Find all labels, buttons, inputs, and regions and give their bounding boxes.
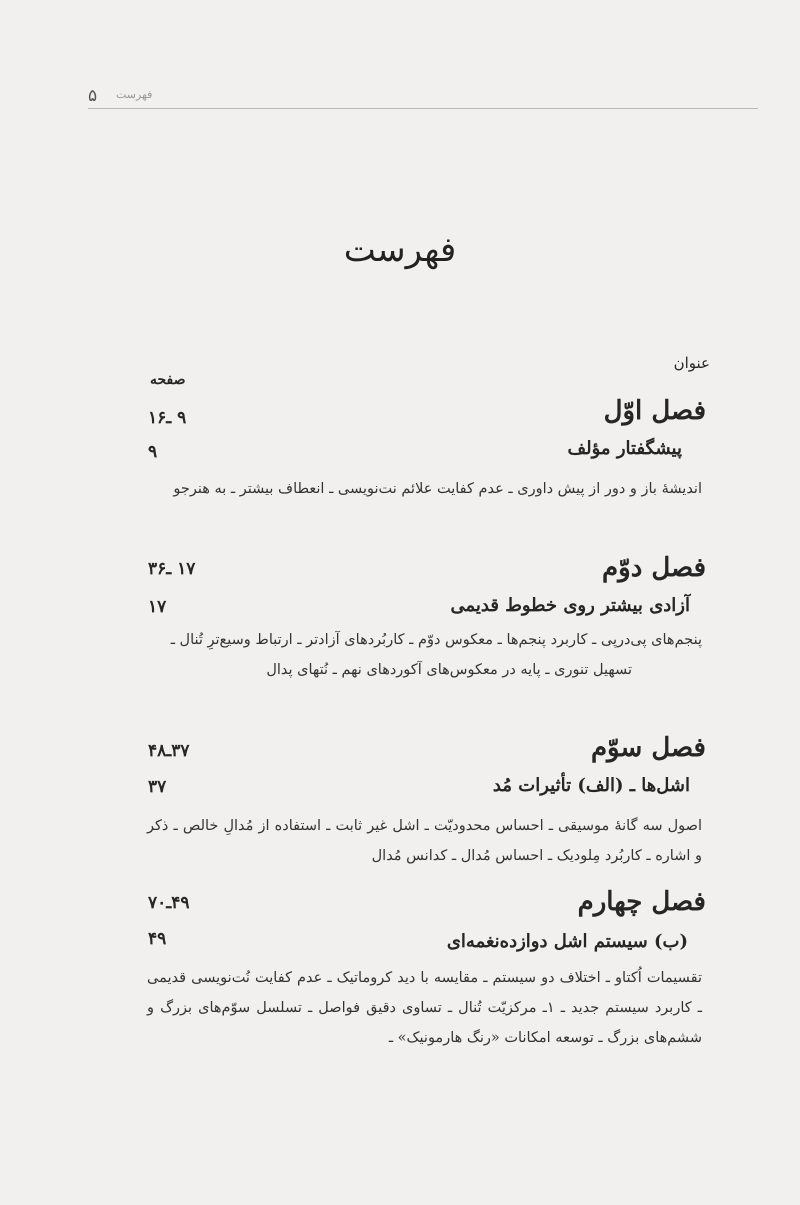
chapter-title: فصل دوّم (602, 553, 706, 583)
summary-line: پنجم‌های پی‌درپی ـ کاربرد پنجم‌ها ـ معکوس دوّم ـ کاربُردهای آزادتر ـ ارتباط وسیع‌ترِ تُنال ـ (170, 632, 702, 648)
section-page: ۱۷ (148, 597, 167, 617)
chapter-title: فصل اوّل (603, 396, 706, 426)
chapter-page-range: ۳۷ـ۴۸ (148, 741, 190, 761)
summary-line: تسهیل تنوری ـ پایه در معکوس‌های آکوردهای نهم ـ نُتهای پدال (266, 662, 632, 678)
section-page: ۳۷ (148, 777, 167, 797)
summary-line: اندیشهٔ باز و دور از پیش داوری ـ عدم کفایت علائم نت‌نویسی ـ انعطاف بیشتر ـ به هنرجو (173, 481, 702, 497)
summary-line: اصول سه گانهٔ موسیقی ـ احساس محدودیّت ـ اشل غیر ثابت ـ استفاده از مُدالِ خالص ـ ذکر و اشاره ـ کاربُرد مِلودیک ـ احساس مُدال ـ کدانس مُدال (147, 818, 702, 864)
column-header-title: عنوان (673, 354, 710, 372)
section-summary (147, 811, 702, 871)
chapter-page-range: ۹ ـ۱۶ (148, 408, 187, 428)
section-page: ۹ (148, 442, 158, 462)
chapter-page-range: ۱۷ ـ۳۶ (148, 559, 196, 579)
summary-line: تقسیمات اُکتاو ـ اختلاف دو سیستم ـ مقایسه با دید کروماتیک ـ عدم کفایت نُت‌نویسی قدیمی ـ کاربرد سیستم جدید ـ ۱ـ مرکزیّت تُنال ـ تساوی دقیق فواصل ـ تسلسل سوّم‌های بزرگ و ششم‌های بزرگ ـ توسعه امکانات «رنگ هارمونیک» ـ (147, 970, 702, 1046)
section-summary (147, 625, 702, 685)
running-head (88, 88, 758, 109)
page-title: فهرست (343, 230, 457, 270)
section-summary (147, 474, 702, 504)
section-title: (ب) سیستم اشل دوازده‌نغمه‌ای (446, 931, 688, 952)
chapter-title: فصل چهارم (577, 887, 706, 917)
section-page: ۴۹ (148, 929, 167, 949)
section-summary (147, 963, 702, 1053)
running-head-title: فهرست (116, 88, 153, 101)
chapter-page-range: ۴۹ـ۷۰ (148, 893, 190, 913)
page-number: ۵ (88, 86, 98, 106)
chapter-title: فصل سوّم (590, 733, 706, 763)
section-title: آزادی بیشتر روی خطوط قدیمی (450, 595, 690, 616)
column-header-page: صفحه (150, 372, 186, 388)
section-title: اشل‌ها ـ (الف) تأثیرات مُد (492, 775, 690, 796)
section-title: پیشگفتار مؤلف (567, 438, 682, 459)
